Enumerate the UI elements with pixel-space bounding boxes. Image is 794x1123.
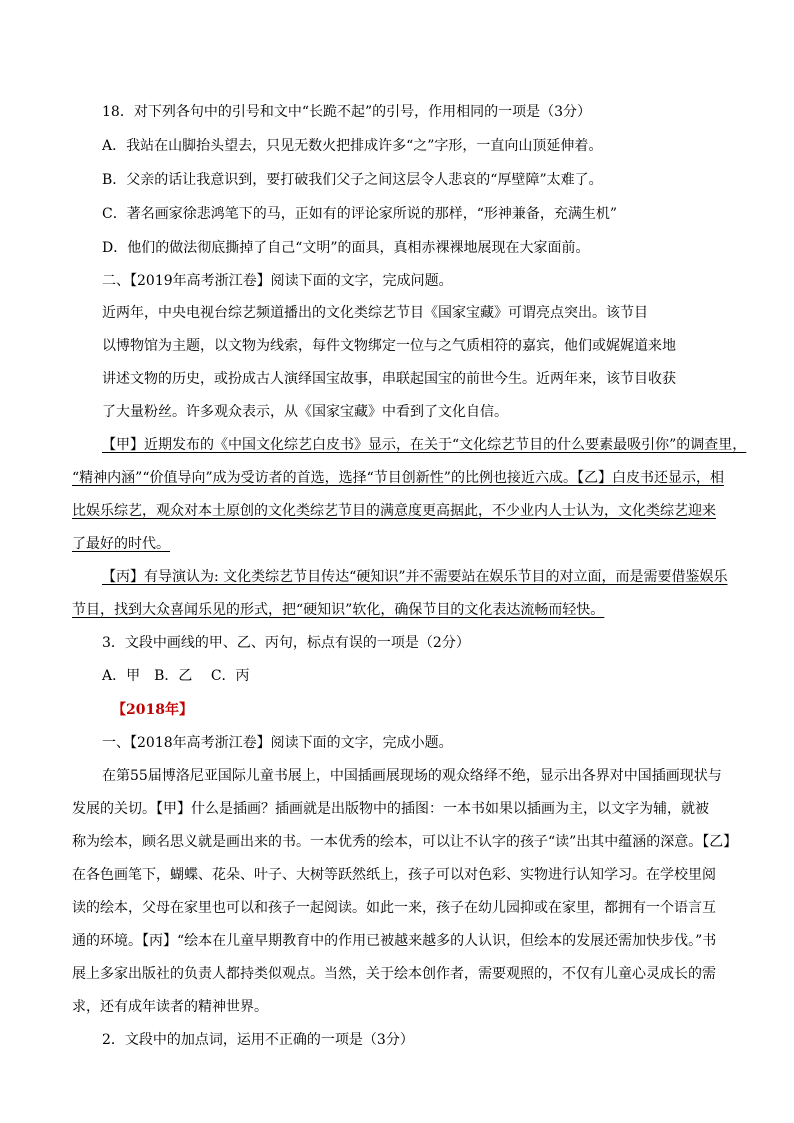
intro-line: 讲述文物的历史，或扮成古人演绎国宝故事，串联起国宝的前世今生。近两年来，该节目收获 [102, 371, 676, 387]
q2-stem: 2．文段中的加点词，运用不正确的一项是（3分） [102, 1032, 414, 1048]
passage-line: 在第55届博洛尼亚国际儿童书展上，中国插画展现场的观众络绎不绝，显示出各界对中国插画现状与 [102, 768, 722, 784]
q18-option-a: A．我站在山脚抬头望去，只见无数火把排成许多“之”字形，一直向山顶延伸着。 [102, 138, 603, 154]
q18-option-c: C．著名画家徐悲鸿笔下的马，正如有的评论家所说的那样，“形神兼备，充满生机” [102, 206, 618, 222]
section-2018-header: 一、【2018年高考浙江卷】阅读下面的文字，完成小题。 [102, 735, 453, 751]
underlined-sentence-jia: 【甲】近期发布的《中国文化综艺白皮书》显示，在关于“文化综艺节目的什么要素最吸引你”的调查里， [102, 437, 747, 453]
section-2019-header: 二、【2019年高考浙江卷】阅读下面的文字，完成问题。 [102, 273, 453, 289]
passage-line: 通的环境。【丙】“绘本在儿童早期教育中的作用已被越来越多的人认识，但绘本的发展还需加快步伐。”书 [72, 933, 717, 949]
underlined-sentence-yi: 了最好的时代。 [72, 536, 170, 552]
passage-line: 发展的关切。【甲】什么是插画？插画就是出版物中的插图：一本书如果以插画为主，以文字为辅，就被 [72, 801, 709, 817]
q3-stem: 3．文段中画线的甲、乙、丙句，标点有误的一项是（2分） [102, 635, 470, 651]
underlined-sentence-bing: 节目，找到大众喜闻乐见的形式，把“硬知识”软化，确保节目的文化表达流畅而轻快。 [72, 602, 605, 618]
passage-line: 读的绘本，父母在家里也可以和孩子一起阅读。如此一来，孩子在幼儿园抑或在家里，都拥有一个语言互 [72, 900, 716, 916]
intro-line: 近两年，中央电视台综艺频道播出的文化类综艺节目《国家宝藏》可谓亮点突出。该节目 [102, 305, 648, 321]
passage-line: 展上多家出版社的负责人都持类似观点。当然，关于绘本创作者，需要观照的，不仅有儿童心灵成长的需 [72, 966, 716, 982]
q18-option-b: B．父亲的话让我意识到，要打破我们父子之间这层令人悲哀的“厚壁障”太难了。 [102, 172, 603, 188]
intro-line: 了大量粉丝。许多观众表示，从《国家宝藏》中看到了文化自信。 [102, 404, 508, 420]
passage-line: 求，还有成年读者的精神世界。 [72, 999, 268, 1015]
year-heading-2018: 【2018年】 [112, 702, 193, 718]
passage-line: 在各色画笔下，蝴蝶、花朵、叶子、大树等跃然纸上，孩子可以对色彩、实物进行认知学习。在学校里阅 [72, 867, 716, 883]
q18-option-d: D．他们的做法彻底撕掉了自己“文明”的面具，真相赤裸裸地展现在大家面前。 [102, 240, 590, 256]
underlined-sentence-yi: 比娱乐综艺，观众对本土原创的文化类综艺节目的满意度更高据此，不少业内人士认为，文化类综艺迎来 [72, 503, 716, 519]
intro-line: 以博物馆为主题，以文物为线索，每件文物绑定一位与之气质相符的嘉宾，他们或娓娓道来地 [102, 338, 676, 354]
q18-stem: 18．对下列各句中的引号和文中“长跪不起”的引号，作用相同的一项是（3分） [102, 104, 592, 120]
underlined-sentence-jia: “精神内涵”“价值导向”成为受访者的首选，选择“节目创新性”的比例也接近六成。【乙】白皮书还显示，相 [72, 470, 724, 486]
underlined-sentence-bing: 【丙】有导演认为: 文化类综艺节目传达“硬知识”并不需要站在娱乐节目的对立面，而是需要借鉴娱乐 [102, 569, 728, 585]
q3-options: A．甲 B．乙 C．丙 [102, 668, 250, 684]
passage-line: 称为绘本，顾名思义就是画出来的书。一本优秀的绘本，可以让不认字的孩子“读”出其中蕴涵的深意。【乙】 [72, 834, 738, 850]
